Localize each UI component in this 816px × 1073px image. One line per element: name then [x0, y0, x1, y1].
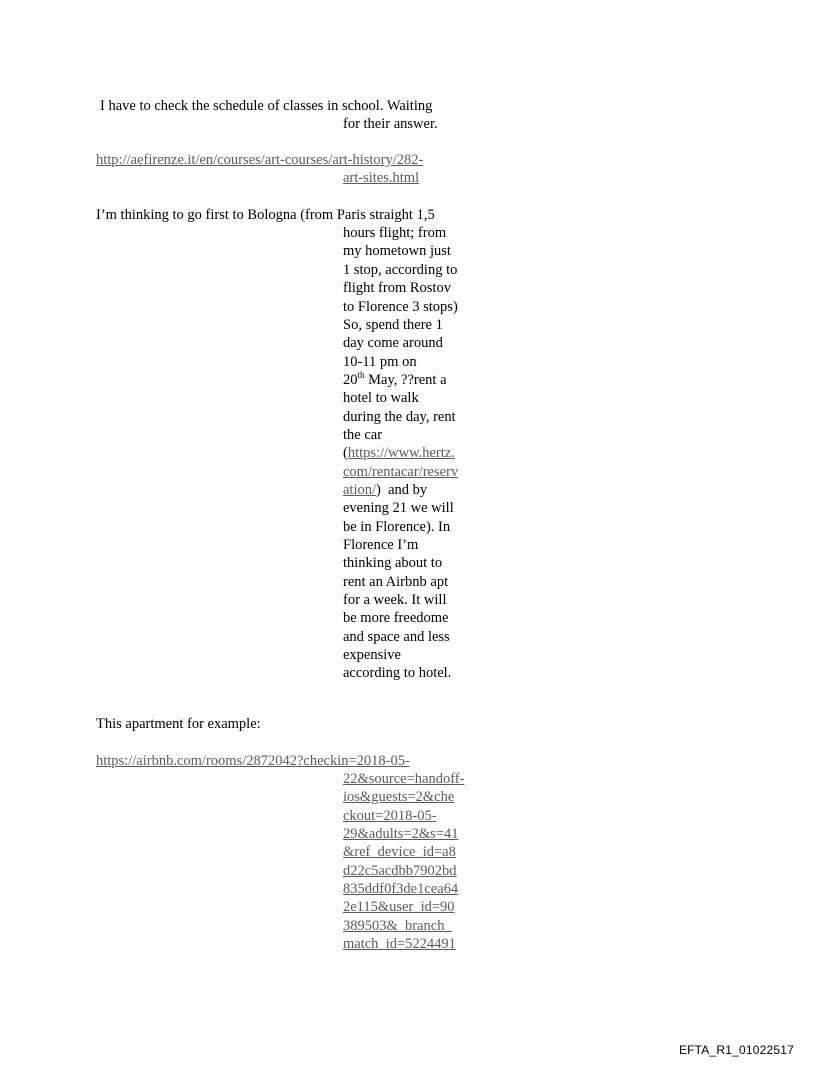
paragraph-line: This apartment for example: [96, 716, 261, 732]
airbnb-link[interactable]: 389503&_branch_ [343, 918, 452, 934]
airbnb-link[interactable]: https://airbnb.com/rooms/2872042?checkin=2018-05- [96, 753, 410, 769]
airbnb-link[interactable]: 22&source=handoff- [343, 771, 465, 787]
paren-close: ) and by [376, 482, 428, 498]
paragraph-line: hotel to walk [343, 390, 419, 406]
paragraph-line: according to hotel. [343, 665, 452, 681]
paragraph-line: thinking about to [343, 555, 443, 571]
airbnb-link[interactable]: 29&adults=2&s=41 [343, 826, 459, 842]
paragraph-line: for their answer. [343, 116, 438, 132]
paragraph-line: hours flight; from [343, 225, 447, 241]
paragraph-line: I’m thinking to go first to Bologna (from Paris straight 1,5 [96, 207, 435, 223]
paragraph-line: flight from Rostov [343, 280, 451, 296]
paragraph-line: be in Florence). In [343, 519, 451, 535]
airbnb-link[interactable]: d22c5acdbb7902bd [343, 863, 457, 879]
paragraph-line: for a week. It will [343, 592, 447, 608]
paragraph-line: Florence I’m [343, 537, 419, 553]
paren-open: ( [343, 445, 348, 461]
paragraph-line: the car [343, 427, 383, 443]
date-day: 20 [343, 372, 358, 388]
airbnb-link[interactable]: 2e115&user_id=90 [343, 899, 455, 915]
airbnb-link[interactable]: ios&guests=2&che [343, 789, 455, 805]
paragraph-line: during the day, rent [343, 409, 456, 425]
paragraph-line: day come around [343, 335, 443, 351]
paragraph-line: and space and less [343, 629, 450, 645]
paragraph-line [343, 481, 427, 499]
paragraph-line [343, 444, 455, 462]
date-rest: May, ??rent a [364, 372, 447, 388]
airbnb-link[interactable]: 835ddf0f3de1cea64 [343, 881, 459, 897]
paragraph-line: my hometown just [343, 243, 451, 259]
airbnb-link[interactable]: match_id=5224491 [343, 936, 456, 952]
hertz-link[interactable]: ation/ [343, 482, 377, 498]
paragraph-line: be more freedome [343, 610, 449, 626]
paragraph-line: So, spend there 1 [343, 317, 443, 333]
paragraph-line: 1 stop, according to [343, 262, 458, 278]
ordinal-suffix: th [357, 370, 365, 381]
hertz-link[interactable]: https://www.hertz. [347, 445, 455, 461]
paragraph-line: I have to check the schedule of classes in school. Waiting [100, 98, 433, 114]
course-link[interactable]: http://aefirenze.it/en/courses/art-courses/art-history/282- [96, 152, 424, 168]
paragraph-line: evening 21 we will [343, 500, 454, 516]
paragraph-line: 10-11 pm on [343, 354, 417, 370]
paragraph-line: to Florence 3 stops) [343, 299, 458, 315]
airbnb-link[interactable]: &ref_device_id=a8 [343, 844, 456, 860]
airbnb-link[interactable]: ckout=2018-05- [343, 808, 437, 824]
paragraph-line: rent an Airbnb apt [343, 574, 449, 590]
document-id: EFTA_R1_01022517 [678, 1043, 794, 1057]
paragraph-line: expensive [343, 647, 401, 663]
hertz-link[interactable]: com/rentacar/reserv [343, 464, 459, 480]
paragraph-line [343, 371, 447, 389]
course-link[interactable]: art-sites.html [343, 170, 420, 186]
